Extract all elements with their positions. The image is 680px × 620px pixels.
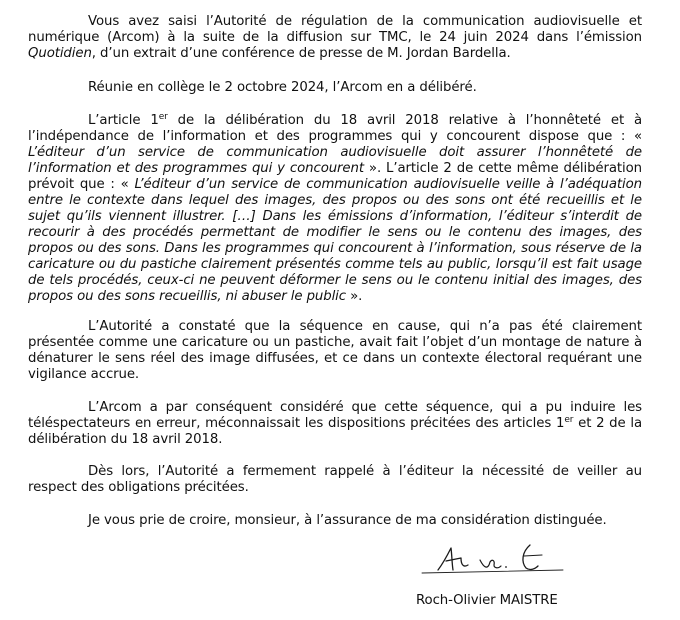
quote-article-2: L’éditeur d’un service de communication audiovisuelle veille à l’adéquation entre le contexte dans lequel des images, des propos ou des sons ont été recueillis et le sujet qu’ils viennent illustrer. […] Dans les émissions d’information, l’éditeur s’interdit de recourir à des procédés permettant de modifier le sens ou le contenu des images, des propos ou des sons. Dans les programmes qui concourent à l’information, sous réserve de la caricature ou du pastiche clairement présentés comme tels au public, lorsqu’il est fait usage de tels procédés, ceux-ci ne peuvent déformer le sens ou le contenu initial des images, des propos ou des sons recueillis, ni abuser le public	[28, 177, 642, 304]
ordinal-superscript: er	[564, 415, 574, 425]
signer-name: Roch-Olivier MAISTRE	[416, 593, 558, 608]
paragraph-closing: Je vous prie de croire, monsieur, à l’assurance de ma considération distinguée.	[88, 513, 607, 528]
article-intro-cont: de la délibération du 18 avril 2018 relative à l’honnêteté et à l’indépendance de l’information et des programmes qui y concourent dispose que : «	[28, 113, 643, 144]
paragraph-deliberation: Réunie en collège le 2 octobre 2024, l’Arcom en a délibéré.	[88, 80, 477, 95]
conclusion-text: L’Arcom a par conséquent considéré que cette séquence, qui a pu induire les téléspectateurs en erreur, méconnaissait les dispositions précitées des articles 1	[28, 400, 642, 431]
paragraph-finding: L’Autorité a constaté que la séquence en cause, qui n’a pas été clairement présentée comme une caricature ou un pastiche, avait fait l’objet d’un montage de nature à dénaturer le sens réel des image diffusées, et ce dans un contexte électoral requérant une vigilance accrue.	[28, 319, 642, 382]
paragraph-articles	[28, 113, 642, 305]
ordinal-superscript: er	[158, 112, 168, 122]
show-title: Quotidien	[28, 46, 92, 61]
paragraph-conclusion	[28, 400, 642, 448]
quote-article-1: L’éditeur d’un service de communication audiovisuelle doit assurer l’honnêteté de l’information et des programmes qui y concourent	[28, 145, 642, 176]
conclusion-text-end: et 2 de la délibération du 18 avril 2018.	[28, 416, 642, 447]
quote-close: ».	[345, 289, 363, 304]
paragraph-referral	[28, 14, 642, 62]
article-2-intro: ». L’article 2 de cette même délibération prévoit que : «	[28, 161, 642, 192]
article-intro: L’article 1	[88, 113, 159, 128]
handwritten-signature	[418, 540, 568, 580]
referral-text: Vous avez saisi l’Autorité de régulation de la communication audiovisuelle et numérique (Arcom) à la suite de la diffusion sur TMC, le 24 juin 2024 dans l’émission	[28, 14, 642, 45]
referral-text-end: , d’un extrait d’une conférence de presse de M. Jordan Bardella.	[91, 46, 511, 61]
paragraph-reminder: Dès lors, l’Autorité a fermement rappelé à l’éditeur la nécessité de veiller au respect des obligations précitées.	[28, 464, 642, 495]
